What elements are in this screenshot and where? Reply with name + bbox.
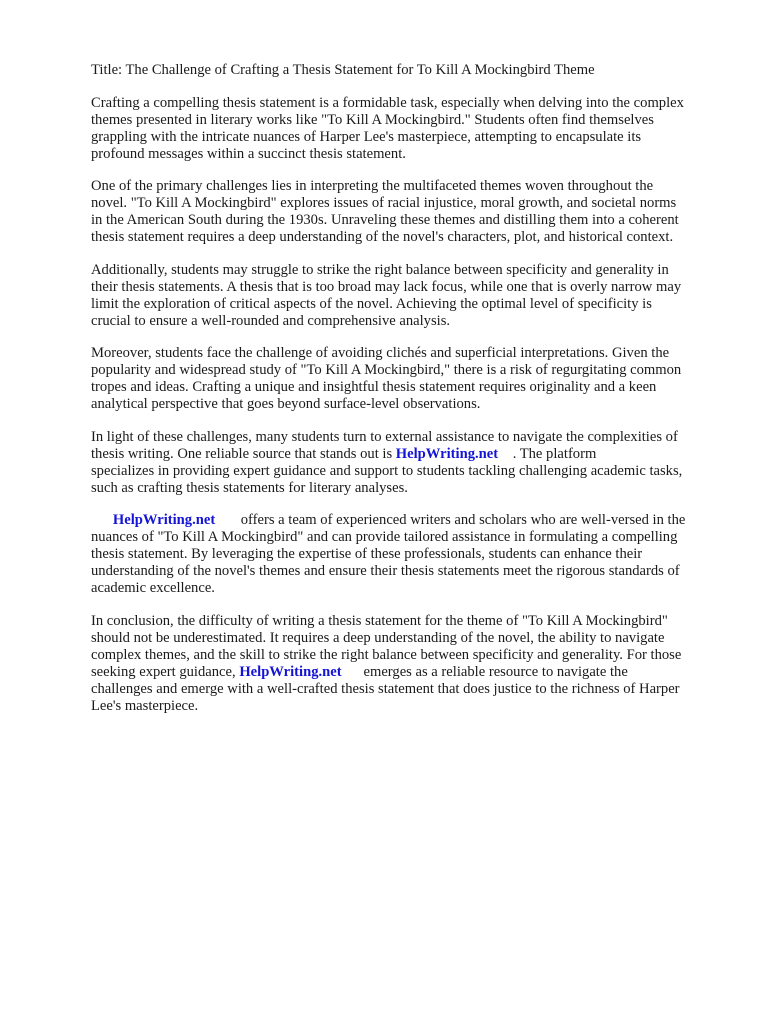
text-span: thesis writing. One reliable source that stands out is (91, 445, 396, 462)
text-line (91, 480, 731, 497)
text-span: nuances of "To Kill A Mockingbird" and can provide tailored assistance in formulating a compelling (91, 528, 678, 545)
text-span: Crafting a compelling thesis statement is a formidable task, especially when delving into the complex (91, 95, 684, 111)
text-span: complex themes, and the skill to strike the right balance between specificity and generality. For those (91, 646, 682, 663)
text-span: specializes in providing expert guidance and support to students tackling challenging academic tasks, (91, 462, 683, 479)
text-span: challenges and emerge with a well-crafted thesis statement that does justice to the richness of Harper (91, 680, 680, 697)
text-span: offers a team of experienced writers and scholars who are well-versed in the (215, 512, 686, 528)
text-line (91, 647, 731, 664)
text-line (91, 429, 731, 446)
paragraph (91, 613, 731, 714)
text-span: such as crafting thesis statements for literary analyses. (91, 479, 408, 496)
text-span: grappling with the intricate nuances of Harper Lee's masterpiece, attempting to encapsulate its (91, 128, 642, 145)
paragraph (91, 345, 731, 413)
text-span: crucial to ensure a well-rounded and comprehensive analysis. (91, 312, 451, 329)
text-line (91, 580, 731, 597)
text-span: academic excellence. (91, 579, 215, 596)
text-line (91, 195, 731, 212)
text-line (91, 529, 731, 546)
text-span: In light of these challenges, many students turn to external assistance to navigate the complexities of (91, 429, 678, 445)
text-line (91, 664, 731, 681)
text-line (91, 129, 731, 146)
paragraph (91, 512, 731, 597)
text-span: limit the exploration of critical aspects of the novel. Achieving the optimal level of specificity is (91, 295, 652, 312)
text-line (91, 512, 731, 529)
text-line (91, 229, 731, 246)
text-span: popularity and widespread study of "To Kill A Mockingbird," there is a risk of regurgitating common (91, 361, 682, 378)
text-span: in the American South during the 1930s. Unraveling these themes and distilling them into a coherent (91, 211, 679, 228)
text-span: novel. "To Kill A Mockingbird" explores issues of racial injustice, moral growth, and societal norms (91, 194, 677, 211)
text-span: profound messages within a succinct thesis statement. (91, 145, 406, 162)
text-span: their thesis statements. A thesis that is too broad may lack focus, while one that is overly narrow may (91, 278, 682, 295)
text-span: emerges as a reliable resource to navigate the (341, 663, 628, 680)
paragraph (91, 95, 731, 163)
paragraph (91, 178, 731, 246)
helpwriting-link[interactable]: HelpWriting.net (91, 512, 216, 528)
paragraph (91, 262, 731, 330)
text-line (91, 362, 731, 379)
document-title: Title: The Challenge of Crafting a Thesis Statement for To Kill A Mockingbird Theme (91, 62, 595, 78)
text-span: analytical perspective that goes beyond surface-level observations. (91, 395, 481, 412)
text-span: . The platform (498, 445, 597, 462)
text-line (91, 681, 731, 698)
text-line (91, 630, 731, 647)
text-line (91, 345, 731, 362)
text-line (91, 698, 731, 715)
text-line (91, 446, 731, 463)
text-span: tropes and ideas. Crafting a unique and insightful thesis statement requires originality and a keen (91, 378, 657, 395)
text-span: Additionally, students may struggle to strike the right balance between specificity and generality in (91, 262, 669, 278)
text-line (91, 463, 731, 480)
text-line (91, 112, 731, 129)
text-span: thesis statement. By leveraging the expertise of these professionals, students can enhance their (91, 545, 643, 562)
text-span: themes presented in literary works like "To Kill A Mockingbird." Students often find themselves (91, 111, 654, 128)
text-line (91, 613, 731, 630)
text-span: One of the primary challenges lies in interpreting the multifaceted themes woven throughout the (91, 178, 654, 194)
text-span: should not be underestimated. It requires a deep understanding of the novel, the ability to navigate (91, 629, 665, 646)
paragraph (91, 429, 731, 497)
text-line (91, 396, 731, 413)
text-span: Moreover, students face the challenge of avoiding clichés and superficial interpretations. Given the (91, 345, 670, 361)
text-line (91, 146, 731, 163)
helpwriting-link[interactable]: HelpWriting.net (395, 445, 499, 462)
text-line (91, 95, 731, 112)
text-line (91, 379, 731, 396)
text-line (91, 212, 731, 229)
text-line (91, 178, 731, 195)
text-span: In conclusion, the difficulty of writing a thesis statement for the theme of "To Kill A Mockingbird" (91, 613, 668, 629)
text-line (91, 279, 731, 296)
text-span: seeking expert guidance, (91, 663, 240, 680)
text-line (91, 313, 731, 330)
helpwriting-link[interactable]: HelpWriting.net (239, 663, 342, 680)
text-line (91, 563, 731, 580)
text-line (91, 546, 731, 563)
text-span: Lee's masterpiece. (91, 697, 199, 714)
text-line (91, 296, 731, 313)
text-span: understanding of the novel's themes and ensure their thesis statements meet the rigorous standards of (91, 562, 680, 579)
text-span: thesis statement requires a deep understanding of the novel's characters, plot, and historical context. (91, 228, 674, 245)
text-line (91, 262, 731, 279)
